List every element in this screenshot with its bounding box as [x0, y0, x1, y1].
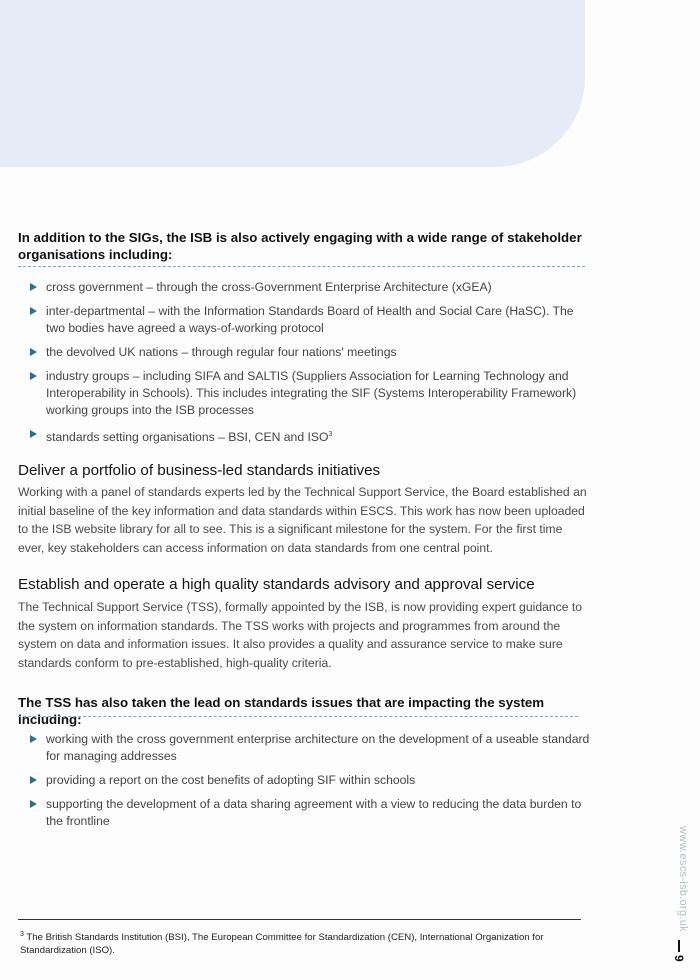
triangle-bullet-icon: [30, 348, 37, 356]
advisory-heading: Establish and operate a high quality standards advisory and approval service: [18, 576, 535, 593]
heading-divider: [18, 266, 585, 267]
footnote-number: 3: [20, 931, 24, 938]
list-item: working with the cross government enterprise architecture on the development of a useable standard for managing addresses: [30, 731, 590, 765]
portfolio-heading: Deliver a portfolio of business-led standards initiatives: [18, 462, 381, 479]
footnote-text: The British Standards Institution (BSI), The European Committee for Standardization (CEN), International Organization for Standardization (ISO).: [20, 932, 544, 957]
page-number: 9: [672, 955, 686, 962]
portfolio-paragraph: Working with a panel of standards experts led by the Technical Support Service, the Board established an initial baseline of the key information and data standards within ESCS. This work has now been uploaded to the ISB website library for all to see. This is a significant milestone for the system. For the first time ever, key stakeholders can access information on data standards from one central point.: [18, 485, 587, 555]
footnote-ref: 3: [328, 431, 333, 438]
page-number-bar: [678, 940, 680, 952]
list-item: standards setting organisations – BSI, CEN and ISO$^3$: [30, 426, 590, 446]
list-item: inter-departmental – with the Information Standards Board of Health and Social Care (HaSC). The two bodies have agreed a ways-of-working protocol: [30, 303, 590, 337]
list-item: industry groups – including SIFA and SALTIS (Suppliers Association for Learning Technology and Interoperability in Schools). This includes integrating the SIF (Systems Interoperability Framework) working groups into the ISB processes: [30, 368, 590, 419]
list-item: providing a report on the cost benefits of adopting SIF within schools: [30, 772, 590, 789]
list-item: cross government – through the cross-Government Enterprise Architecture (xGEA): [30, 279, 590, 296]
triangle-bullet-icon: [30, 735, 37, 743]
triangle-bullet-icon: [30, 372, 37, 380]
list-item: supporting the development of a data sharing agreement with a view to reducing the data burden to the frontline: [30, 796, 590, 830]
triangle-bullet-icon: [30, 307, 37, 315]
website-url: www.escs-isb.org.uk: [677, 826, 689, 932]
footnote-divider: [18, 919, 581, 920]
tss-heading-divider: [18, 716, 578, 717]
list-item: the devolved UK nations – through regular four nations' meetings: [30, 344, 590, 361]
footnote: [20, 928, 580, 957]
triangle-bullet-icon: [30, 283, 37, 291]
advisory-paragraph: The Technical Support Service (TSS), formally appointed by the ISB, is now providing expert guidance to the system on information standards. The TSS works with projects and programmes from around the system on data and information issues. It also provides a quality and assurance service to make sure standards conform to pre-established, high-quality criteria.: [18, 600, 583, 670]
tss-heading: The TSS has also taken the lead on standards issues that are impacting the system including:: [18, 695, 545, 727]
tss-list: [30, 731, 590, 837]
triangle-bullet-icon: [30, 776, 37, 784]
decorative-header-panel: [0, 0, 585, 167]
triangle-bullet-icon: [30, 800, 37, 808]
stakeholder-heading: In addition to the SIGs, the ISB is also actively engaging with a wide range of stakeholder organisations including:: [18, 230, 582, 262]
triangle-bullet-icon: [30, 430, 37, 438]
stakeholder-list: [30, 279, 590, 453]
